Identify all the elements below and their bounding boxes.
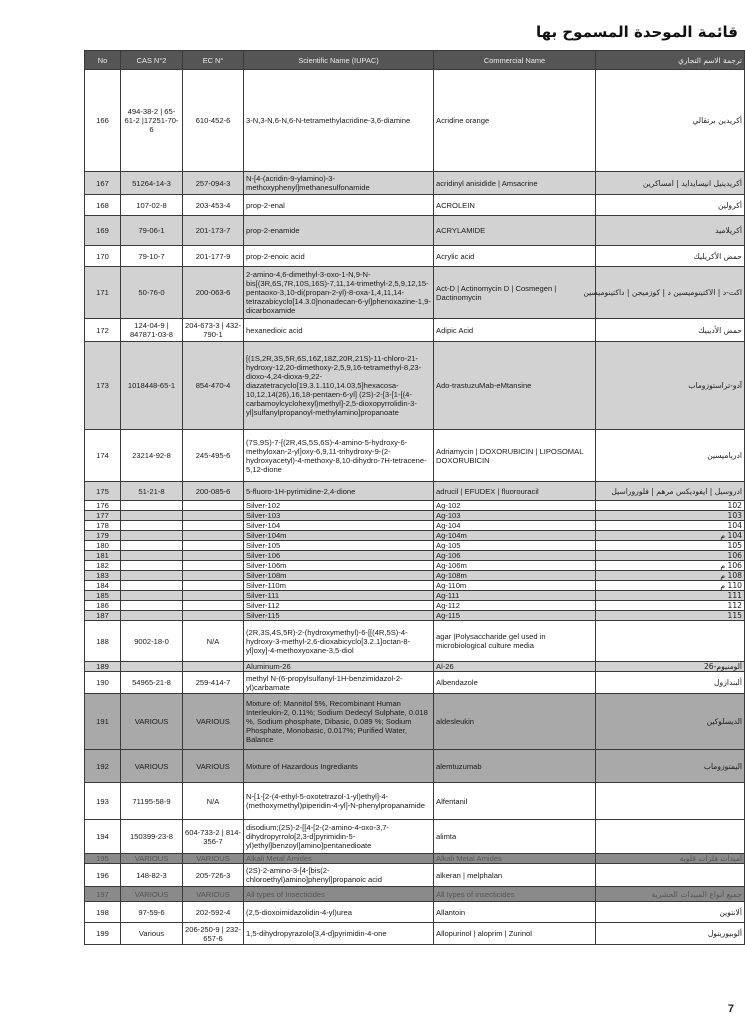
cell-ec: 203-453-4 [183,195,244,216]
cell-arabic-name: اكت-د | الاكتينوميسين د | كوزميجن | داكتينوميسين [596,267,745,319]
cell-arabic-name: أكريلاميد [596,216,745,246]
cell-cas: 97-59-6 [121,902,183,923]
cell-cas: 54965-21-8 [121,672,183,694]
cell-commercial-name: ACRYLAMIDE [434,216,596,246]
table-row [85,591,745,601]
cell-commercial-name: acridinyl anisidide | Amsacrine [434,172,596,195]
cell-scientific-name: Mixture of Hazardous Ingrediants [244,750,434,783]
cell-no: 178 [85,521,121,531]
cell-arabic-name: ألومنيوم-26 [596,662,745,672]
cell-scientific-name: Alkali Metal Amides [244,854,434,864]
cell-commercial-name: Ag-104 [434,521,596,531]
cell-no: 177 [85,511,121,521]
table-row [85,172,745,195]
cell-commercial-name: Ag-106 [434,551,596,561]
cell-arabic-name: أكريدين برتقالي [596,70,745,172]
cell-no: 187 [85,611,121,621]
cell-scientific-name: Silver-104 [244,521,434,531]
cell-cas: 124-04-9 | 847871-03-8 [121,319,183,342]
cell-ec [183,551,244,561]
cell-arabic-name [596,621,745,662]
cell-commercial-name: Albendazole [434,672,596,694]
table-row [85,531,745,541]
cell-cas [121,551,183,561]
cell-no: 188 [85,621,121,662]
cell-ec [183,501,244,511]
cell-no: 197 [85,887,121,902]
table-row [85,923,745,945]
cell-commercial-name: Ag-112 [434,601,596,611]
cell-cas: 148-82-3 [121,864,183,887]
cell-ec [183,611,244,621]
cell-ec: 245-495-6 [183,430,244,482]
cell-ec [183,531,244,541]
cell-commercial-name: Adipic Acid [434,319,596,342]
table-row [85,501,745,511]
table-row [85,902,745,923]
cell-ec: 205-726-3 [183,864,244,887]
cell-scientific-name: prop-2-enoic acid [244,246,434,267]
cell-cas [121,571,183,581]
cell-ec [183,521,244,531]
cell-scientific-name: methyl N-(6-propylsulfanyl-1H-benzimidazol-2-yl)carbamate [244,672,434,694]
cell-ec: 610-452-6 [183,70,244,172]
table-row [85,511,745,521]
table-body [85,70,745,945]
table-row [85,820,745,854]
cell-arabic-name: 102 [596,501,745,511]
table-row [85,571,745,581]
cell-cas: 51264-14-3 [121,172,183,195]
cell-scientific-name: Silver-112 [244,601,434,611]
cell-commercial-name: Ag-108m [434,571,596,581]
cell-scientific-name: Silver-105 [244,541,434,551]
cell-arabic-name: جميع أنواع المبيدات الحشرية [596,887,745,902]
cell-commercial-name: aldesleukin [434,694,596,750]
cell-arabic-name: 104 [596,521,745,531]
cell-scientific-name: hexanedioic acid [244,319,434,342]
cell-arabic-name [596,820,745,854]
cell-scientific-name: prop-2-enal [244,195,434,216]
cell-ec: 854-470-4 [183,342,244,430]
cell-scientific-name: Silver-111 [244,591,434,601]
cell-commercial-name: Alkali Metal Amides [434,854,596,864]
cell-no: 194 [85,820,121,854]
cell-scientific-name: 2-amino-4,6-dimethyl-3-oxo-1-N,9-N-bis[(3R,6S,7R,10S,16S)-7,11,14-trimethyl-2,5,9,12,15-pentaoxo-3,10-di(propan-2-yl)-8-oxa-1,4,11,14-tetrazabicyclo[14.3.0]nonadecan-6-yl]phenoxazine-1,9-dicarboxamide [244,267,434,319]
cell-cas: 79-06-1 [121,216,183,246]
cell-commercial-name: Ag-102 [434,501,596,511]
cell-cas: 9002-18-0 [121,621,183,662]
table-row [85,864,745,887]
cell-commercial-name: Adriamycin | DOXORUBICIN | LIPOSOMAL DOXORUBICIN [434,430,596,482]
cell-no: 192 [85,750,121,783]
cell-ec: 204-673-3 | 432-790-1 [183,319,244,342]
cell-ec [183,541,244,551]
cell-no: 173 [85,342,121,430]
cell-commercial-name: adrucil | EFUDEX | fluorouracil [434,482,596,501]
cell-cas: 494-38-2 | 65-61-2 |17251-70-6 [121,70,183,172]
cell-arabic-name: الديسلوكين [596,694,745,750]
cell-no: 183 [85,571,121,581]
cell-commercial-name: Ag-111 [434,591,596,601]
cell-scientific-name: Silver-104m [244,531,434,541]
cell-ec [183,601,244,611]
cell-arabic-name [596,783,745,820]
cell-cas: 107-02-8 [121,195,183,216]
cell-scientific-name: Silver-103 [244,511,434,521]
cell-arabic-name: أكريدينيل انيسايدايد | امساكرين [596,172,745,195]
cell-ec [183,571,244,581]
table-row [85,267,745,319]
cell-arabic-name: 106 [596,551,745,561]
col-header-scientific-name: Scientific Name (IUPAC) [244,51,434,70]
cell-arabic-name: ادرياميسين [596,430,745,482]
cell-commercial-name: Ado-trastuzuMab-eMtansine [434,342,596,430]
table-row [85,611,745,621]
cell-no: 170 [85,246,121,267]
table-row [85,551,745,561]
cell-scientific-name: Silver-102 [244,501,434,511]
cell-commercial-name: agar |Polysaccharide gel used in microbiological culture media [434,621,596,662]
cell-no: 171 [85,267,121,319]
cell-no: 166 [85,70,121,172]
chemicals-table [84,50,745,945]
cell-ec: 201-173-7 [183,216,244,246]
cell-arabic-name: ادروسيل | ايفوديكس مرهم | فلوروراسيل [596,482,745,501]
cell-arabic-name: اليمتوزوماب [596,750,745,783]
cell-cas: VARIOUS [121,854,183,864]
table-row [85,750,745,783]
cell-scientific-name: Silver-108m [244,571,434,581]
cell-arabic-name: 112 [596,601,745,611]
cell-commercial-name: Ag-106m [434,561,596,571]
table-row [85,70,745,172]
cell-arabic-name: 111 [596,591,745,601]
table-row [85,430,745,482]
cell-cas [121,541,183,551]
cell-arabic-name: أميدات فلزات قلوية [596,854,745,864]
table-row [85,482,745,501]
cell-arabic-name: 104 م [596,531,745,541]
table-row [85,662,745,672]
cell-arabic-name: 103 [596,511,745,521]
cell-commercial-name: Acrylic acid [434,246,596,267]
cell-no: 198 [85,902,121,923]
cell-ec: 604-733-2 | 814-356-7 [183,820,244,854]
cell-cas [121,511,183,521]
table-row [85,246,745,267]
cell-ec: 202-592-4 [183,902,244,923]
cell-ec: VARIOUS [183,887,244,902]
cell-cas: 51-21-8 [121,482,183,501]
cell-no: 182 [85,561,121,571]
cell-ec [183,591,244,601]
cell-no: 169 [85,216,121,246]
cell-cas [121,662,183,672]
cell-arabic-name: 110 م [596,581,745,591]
table-row [85,581,745,591]
cell-scientific-name: All types of Insecticides [244,887,434,902]
cell-no: 175 [85,482,121,501]
table-row [85,541,745,551]
cell-scientific-name: (2R,3S,4S,5R)-2-(hydroxymethyl)-6-[[(4R,5S)-4-hydroxy-3-methyl-2,6-dioxabicyclo[3.2.1]octan-8-yl]oxy]-4-methoxyoxane-3,5-diol [244,621,434,662]
cell-commercial-name: Act-D | Actinomycin D | Cosmegen | Dactinomycin [434,267,596,319]
cell-cas [121,591,183,601]
cell-scientific-name: Silver-106 [244,551,434,561]
cell-ec: 206-250-9 | 232-657-6 [183,923,244,945]
cell-arabic-name: آدو-تراستوزوماب [596,342,745,430]
cell-cas: 1018448-65-1 [121,342,183,430]
cell-ec: 200-085-6 [183,482,244,501]
cell-cas [121,531,183,541]
table-row [85,672,745,694]
cell-cas [121,561,183,571]
cell-ec: 257-094-3 [183,172,244,195]
cell-commercial-name: Ag-115 [434,611,596,621]
cell-ec [183,581,244,591]
cell-scientific-name: N-[4-(acridin-9-ylamino)-3-methoxyphenyl]methanesulfonamide [244,172,434,195]
cell-no: 193 [85,783,121,820]
cell-ec [183,561,244,571]
cell-arabic-name [596,864,745,887]
cell-cas: 23214-92-8 [121,430,183,482]
cell-scientific-name: disodium;(2S)-2-[[4-[2-(2-amino-4-oxo-3,7-dihydropyrrolo[2,3-d]pyrimidin-5-yl)ethyl]benzoyl]amino]pentanedioate [244,820,434,854]
cell-cas [121,521,183,531]
cell-commercial-name: alkeran | melphalan [434,864,596,887]
table-row [85,621,745,662]
cell-arabic-name: 105 [596,541,745,551]
cell-commercial-name: alemtuzumab [434,750,596,783]
cell-scientific-name: Aluminum-26 [244,662,434,672]
table-row [85,783,745,820]
cell-scientific-name: N-[1-[2-(4-ethyl-5-oxotetrazol-1-yl)ethyl]-4-(methoxymethyl)piperidin-4-yl]-N-phenylpropanamide [244,783,434,820]
cell-cas [121,501,183,511]
cell-no: 199 [85,923,121,945]
cell-arabic-name: 106 م [596,561,745,571]
cell-commercial-name: alimta [434,820,596,854]
table-row [85,216,745,246]
cell-no: 185 [85,591,121,601]
cell-no: 167 [85,172,121,195]
cell-no: 196 [85,864,121,887]
cell-cas: 150399-23-8 [121,820,183,854]
cell-ec: 200-063-6 [183,267,244,319]
cell-scientific-name: Silver-110m [244,581,434,591]
cell-arabic-name: ألبندازول [596,672,745,694]
cell-cas: Various [121,923,183,945]
cell-no: 176 [85,501,121,511]
cell-no: 189 [85,662,121,672]
cell-no: 195 [85,854,121,864]
cell-scientific-name: 5-fluoro-1H-pyrimidine-2,4-dione [244,482,434,501]
cell-no: 190 [85,672,121,694]
cell-cas: 79-10-7 [121,246,183,267]
cell-no: 191 [85,694,121,750]
cell-cas [121,611,183,621]
cell-scientific-name: Mixture of: Mannitol 5%, Recombinant Human Interleukin-2, 0.11%; Sodium Dedecyl Sulphate, 0.018 %, Sodium phosphate, Dibasic, 0.089 %; Sodium Phosphate, Monobasic, 0.017%; Purified Water, Balance [244,694,434,750]
cell-scientific-name: prop-2-enamide [244,216,434,246]
cell-scientific-name: (2S)-2-amino-3-[4-[bis(2-chloroethyl)amino]phenyl]propanoic acid [244,864,434,887]
col-header-no: No [85,51,121,70]
cell-commercial-name: Allantoin [434,902,596,923]
cell-ec: 201-177-9 [183,246,244,267]
cell-arabic-name: أكرولين [596,195,745,216]
cell-arabic-name: 115 [596,611,745,621]
cell-scientific-name: (2,5-dioxoimidazolidin-4-yl)urea [244,902,434,923]
cell-no: 172 [85,319,121,342]
table-row [85,854,745,864]
cell-scientific-name: Silver-106m [244,561,434,571]
cell-commercial-name: Alfentanil [434,783,596,820]
cell-commercial-name: Ag-105 [434,541,596,551]
table-row [85,342,745,430]
cell-commercial-name: ACROLEIN [434,195,596,216]
cell-cas: 71195-58-9 [121,783,183,820]
cell-commercial-name: All types of insecticides [434,887,596,902]
cell-no: 180 [85,541,121,551]
cell-arabic-name: 108 م [596,571,745,581]
cell-cas: VARIOUS [121,694,183,750]
cell-no: 181 [85,551,121,561]
cell-ec: VARIOUS [183,694,244,750]
cell-ec: N/A [183,621,244,662]
page-title: قائمة الموحدة المسموح بها [535,23,738,41]
cell-arabic-name: حمض الأكريليك [596,246,745,267]
cell-scientific-name: Silver-115 [244,611,434,621]
table-row [85,887,745,902]
cell-no: 186 [85,601,121,611]
cell-scientific-name: [(1S,2R,3S,5R,6S,16Z,18Z,20R,21S)-11-chloro-21-hydroxy-12,20-dimethoxy-2,5,9,16-tetramethyl-8,23-dioxo-4,24-dioxa-9,22-diazatetracyclo[19.3.1.110,14.03,5]hexacosa-10,12,14(26),16,18-pentaen-6-yl] (2S)-2-[3-[1-[(4-carbamoylcyclohexyl)methyl]-2,5-dioxopyrrolidin-3-yl]sulfanylpropanoyl-methylamino]propanoate [244,342,434,430]
cell-ec: N/A [183,783,244,820]
cell-ec [183,511,244,521]
cell-commercial-name: Allopurinol | aloprim | Zurinol [434,923,596,945]
cell-scientific-name: 3-N,3-N,6-N,6-N-tetramethylacridine-3,6-diamine [244,70,434,172]
col-header-ec: EC N° [183,51,244,70]
cell-cas [121,581,183,591]
cell-commercial-name: Al-26 [434,662,596,672]
cell-cas: 50-76-0 [121,267,183,319]
table-row [85,195,745,216]
cell-arabic-name: حمض الأديبيك [596,319,745,342]
cell-ec [183,662,244,672]
cell-no: 179 [85,531,121,541]
cell-commercial-name: Ag-104m [434,531,596,541]
table-row [85,521,745,531]
cell-commercial-name: Acridine orange [434,70,596,172]
cell-commercial-name: Ag-110m [434,581,596,591]
cell-arabic-name: ألوبيورينول [596,923,745,945]
cell-no: 168 [85,195,121,216]
table-row [85,601,745,611]
table-row [85,694,745,750]
cell-ec: 259-414-7 [183,672,244,694]
col-header-cas: CAS N°2 [121,51,183,70]
col-header-arabic-name: ترجمة الاسم التجاري [596,51,745,70]
cell-no: 174 [85,430,121,482]
cell-arabic-name: ألانتوين [596,902,745,923]
cell-scientific-name: (7S,9S)-7-[(2R,4S,5S,6S)-4-amino-5-hydroxy-6-methyloxan-2-yl]oxy-6,9,11-trihydroxy-9-(2-hydroxyacetyl)-4-methoxy-8,10-dihydro-7H-tetracene-5,12-dione [244,430,434,482]
cell-scientific-name: 1,5-dihydropyrazolo[3,4-d]pyrimidin-4-one [244,923,434,945]
cell-ec: VARIOUS [183,854,244,864]
table-header-row [85,51,745,70]
cell-ec: VARIOUS [183,750,244,783]
cell-cas: VARIOUS [121,887,183,902]
cell-cas [121,601,183,611]
page-number: 7 [727,1003,734,1015]
cell-commercial-name: Ag-103 [434,511,596,521]
col-header-commercial-name: Commercial Name [434,51,596,70]
cell-cas: VARIOUS [121,750,183,783]
cell-no: 184 [85,581,121,591]
table-row [85,319,745,342]
table-row [85,561,745,571]
